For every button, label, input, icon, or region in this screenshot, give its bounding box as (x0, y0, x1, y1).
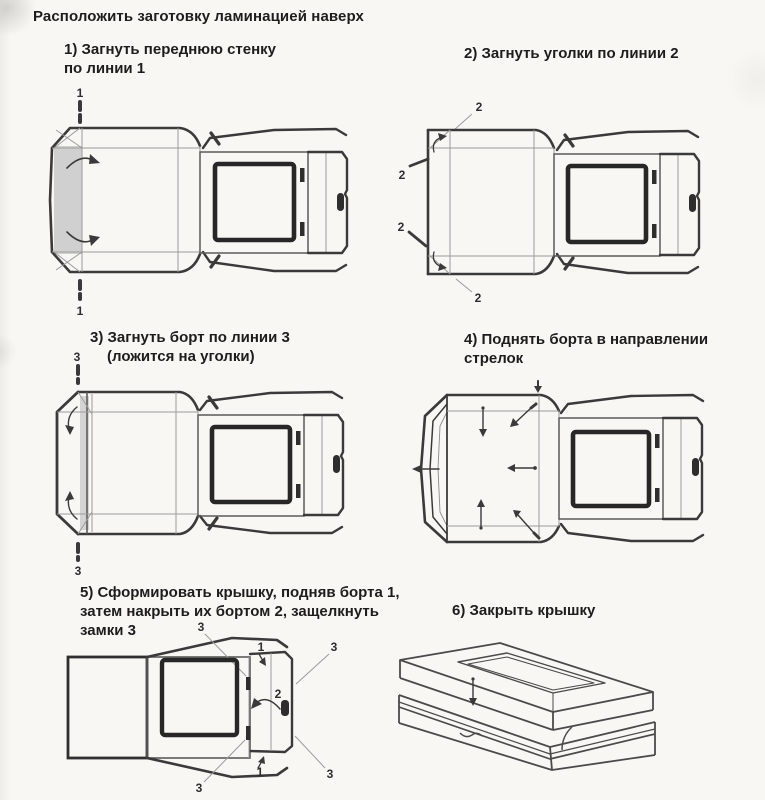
lock-3-label-top: 3 (197, 620, 205, 634)
lid-flaps (203, 129, 346, 271)
step-3-line-2: (ложится на уголки) (107, 348, 255, 365)
fold-line-2-label-left-top: 2 (398, 168, 406, 182)
step-6-diagram (390, 638, 720, 798)
left-arrow (412, 465, 439, 473)
lock-3-label-bottom-left: 3 (195, 781, 203, 795)
step-2-diagram (388, 86, 763, 316)
lift-direction-arrows (477, 404, 539, 538)
lid-window (568, 166, 646, 242)
corner-fold-arrows (433, 133, 447, 271)
lid-window (162, 660, 237, 735)
side-1-label-bottom: 1 (256, 765, 264, 779)
step-4-label (464, 330, 708, 368)
step-4-line-2: стрелок (464, 350, 524, 367)
box-base (68, 657, 147, 758)
latch-marks (655, 434, 699, 502)
step-6-label (452, 601, 595, 620)
blank-body-outline (447, 395, 559, 542)
lid-window (573, 432, 649, 506)
corner-cut-line (562, 727, 572, 750)
laminated-front-wall-shading (54, 146, 82, 254)
fold-direction-arrows (65, 407, 77, 519)
lock-3-label-right-top: 3 (330, 640, 338, 654)
lid-flaps (557, 131, 698, 273)
step-3-line-1: 3) Загнуть борт по линии 3 (90, 329, 290, 346)
fold-line-2-label-top: 2 (475, 100, 483, 114)
step-1-diagram (30, 82, 365, 327)
blank-body-outline (428, 130, 554, 274)
page-title: Расположить заготовку ламинацией наверх (33, 8, 364, 25)
latch-marks (246, 677, 289, 740)
fold-line-1-label-top: 1 (76, 86, 84, 100)
step-5-diagram (50, 618, 380, 798)
step-1-line-2: по линии 1 (64, 60, 146, 77)
step-1-line-1: 1) Загнуть переднюю стенку (64, 41, 277, 58)
fold-line-2-label-bottom: 2 (474, 291, 482, 305)
small-top-arrow (534, 381, 542, 393)
closed-box-lid (400, 643, 653, 730)
lock-3-label-right-bottom: 3 (326, 767, 334, 781)
lid-window (212, 427, 290, 502)
latch-marks (652, 170, 696, 238)
latch-marks (296, 431, 340, 498)
step-1-label (64, 40, 276, 78)
step-2-line-1: 2) Загнуть уголки по линии 2 (464, 45, 679, 62)
step-5-line-3: замки 3 (80, 622, 136, 639)
fold-line-2-label-left-bottom: 2 (397, 220, 405, 234)
lid-window (215, 164, 294, 240)
step-5-line-1: 5) Сформировать крышку, подняв борта 1, (80, 584, 400, 601)
step-4-line-1: 4) Поднять борта в направлении (464, 331, 709, 348)
closed-box-base (399, 695, 655, 770)
fold-crease-lines (447, 395, 559, 542)
fold-crease-lines (428, 130, 554, 274)
blank-body-outline (57, 392, 198, 534)
step-2-label (464, 44, 679, 63)
fold-line-3-label-top: 3 (73, 350, 81, 364)
fold-line-3-label-bottom: 3 (74, 564, 82, 578)
fold-line-1-label-bottom: 1 (76, 304, 84, 318)
fold-crease-lines (57, 392, 198, 534)
step-3-diagram (30, 348, 365, 593)
side-1-label-top: 1 (257, 640, 265, 654)
latch-marks (300, 168, 344, 236)
lid-flaps (200, 392, 342, 533)
step-6-line-1: 6) Закрыть крышку (452, 602, 596, 619)
step-5-line-2: затем накрыть их бортом 2, защелкнуть (80, 603, 379, 620)
step-4-diagram (395, 378, 735, 583)
cover-2-label: 2 (274, 687, 282, 701)
